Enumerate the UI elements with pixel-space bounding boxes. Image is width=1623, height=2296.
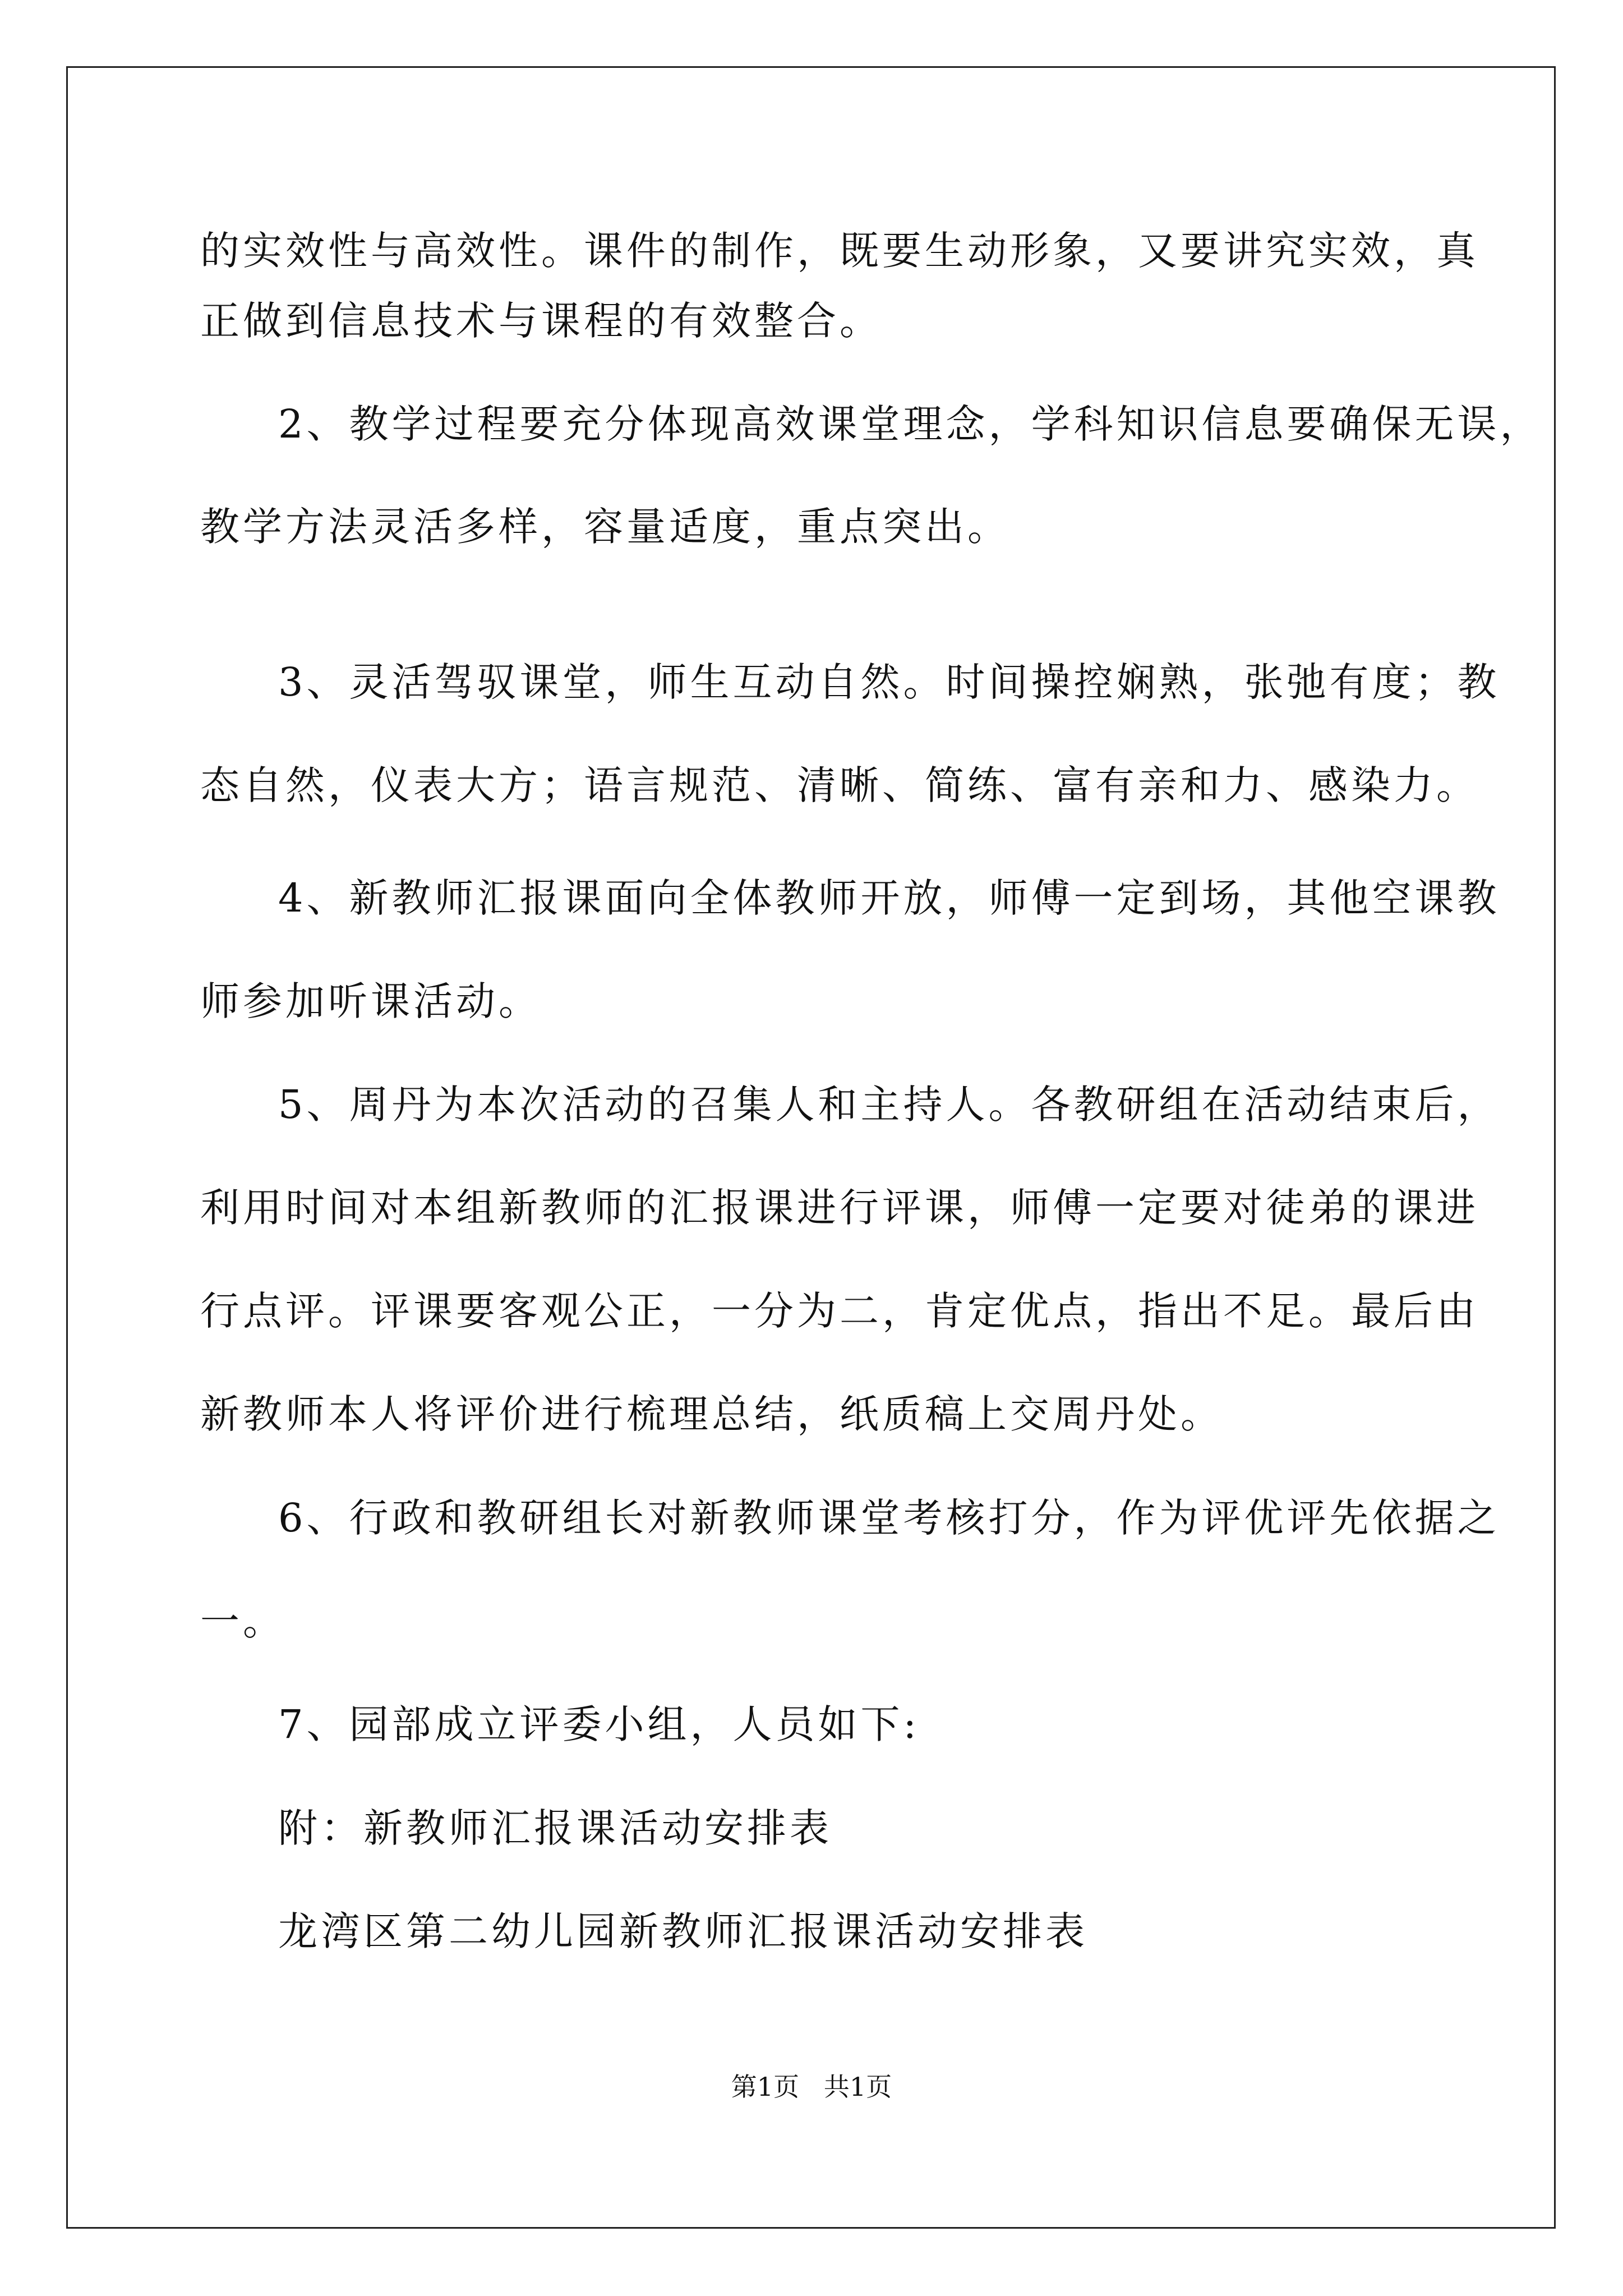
item-2-line-1: 2、教学过程要充分体现高效课堂理念，学科知识信息要确保无误，	[278, 401, 1543, 447]
appendix-line: 附：新教师汇报课活动安排表	[278, 1805, 832, 1851]
page-border	[66, 66, 1556, 2229]
item-4-line-2: 师参加听课活动。	[200, 978, 541, 1024]
item-5-line-4: 新教师本人将评价进行梳理总结，纸质稿上交周丹处。	[200, 1391, 1223, 1437]
item-6-line-1: 6、行政和教研组长对新教师课堂考核打分，作为评优评先依据之	[278, 1495, 1500, 1541]
item-3-line-1: 3、灵活驾驭课堂，师生互动自然。时间操控娴熟，张弛有度；教	[278, 659, 1500, 705]
paragraph-1-line-2: 正做到信息技术与课程的有效整合。	[200, 298, 882, 344]
item-5-line-2: 利用时间对本组新教师的汇报课进行评课，师傅一定要对徒弟的课进	[200, 1185, 1479, 1231]
item-4-line-1: 4、新教师汇报课面向全体教师开放，师傅一定到场，其他空课教	[278, 875, 1500, 921]
paragraph-1-line-1: 的实效性与高效性。课件的制作，既要生动形象，又要讲究实效，真	[200, 228, 1479, 274]
item-2-line-2: 教学方法灵活多样，容量适度，重点突出。	[200, 504, 1010, 550]
page-footer: 第1页 共1页	[731, 2072, 892, 2102]
item-5-line-3: 行点评。评课要客观公正，一分为二，肯定优点，指出不足。最后由	[200, 1288, 1479, 1334]
schedule-title-line: 龙湾区第二幼儿园新教师汇报课活动安排表	[278, 1908, 1088, 1954]
item-7-line: 7、园部成立评委小组，人员如下:	[278, 1701, 920, 1747]
item-5-line-1: 5、周丹为本次活动的召集人和主持人。各教研组在活动结束后，	[278, 1082, 1500, 1128]
item-6-line-2: 一。	[200, 1598, 285, 1644]
item-3-line-2: 态自然，仪表大方；语言规范、清晰、简练、富有亲和力、感染力。	[200, 762, 1479, 808]
